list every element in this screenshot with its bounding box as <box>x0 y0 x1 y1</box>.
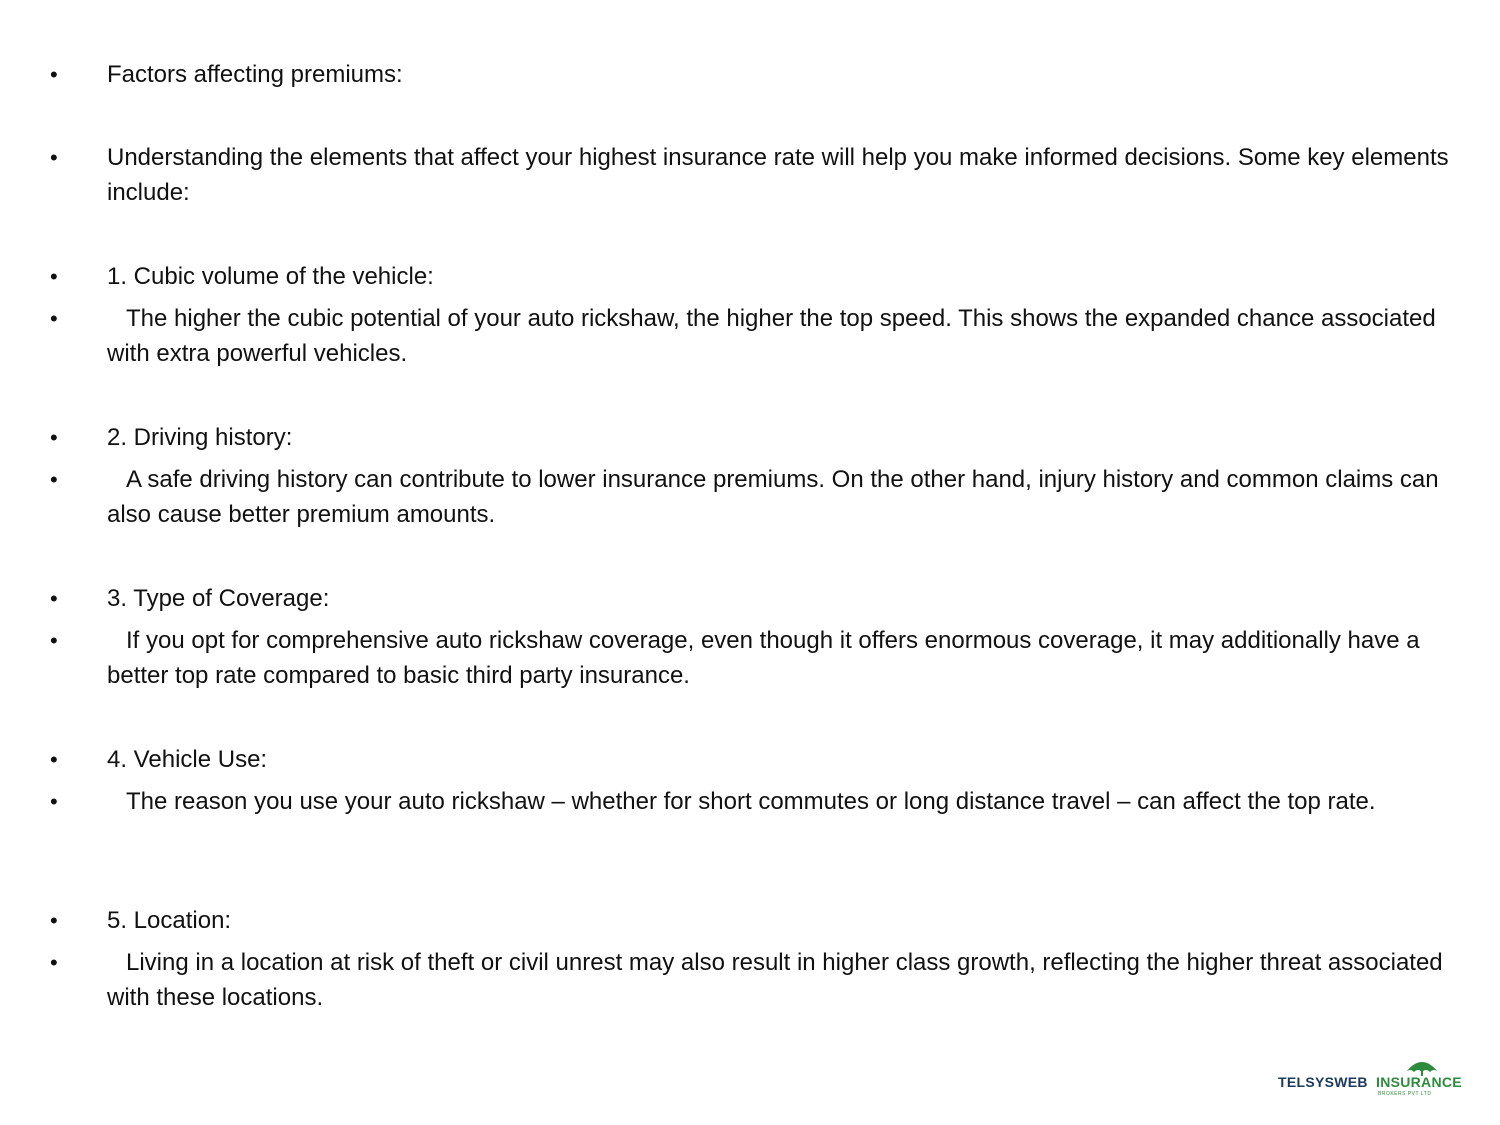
bullet-text-content: A safe driving history can contribute to lower insurance premiums. On the other hand, injury history and common claims can also cause better premium amounts. <box>107 466 1439 528</box>
bullet-text <box>107 301 1457 371</box>
bullet-text: 3. Type of Coverage: <box>107 585 330 612</box>
bullet-text <box>107 945 1457 1015</box>
bullet-text <box>107 623 1457 693</box>
bullet-dot: • <box>50 950 58 975</box>
bullet-dot: • <box>50 908 58 933</box>
logo-subtitle: BROKERS PVT LTD <box>1378 1091 1432 1097</box>
bullet-text: 4. Vehicle Use: <box>107 746 268 773</box>
bullet-text <box>107 462 1457 532</box>
logo-word-right: INSURANCE <box>1376 1074 1462 1090</box>
company-logo <box>1276 1058 1470 1098</box>
bullet-dot: • <box>50 145 58 170</box>
bullet-text-content: The reason you use your auto rickshaw – whether for short commutes or long distance travel – can affect the top rate. <box>126 788 1376 815</box>
bullet-text-content: If you opt for comprehensive auto rickshaw coverage, even though it offers enormous coverage, it may additionally have a better top rate compared to basic third party insurance. <box>107 627 1420 689</box>
bullet-dot: • <box>50 425 58 450</box>
bullet-text-content: Living in a location at risk of theft or civil unrest may also result in higher class growth, reflecting the higher threat associated with these locations. <box>107 949 1443 1011</box>
bullet-text <box>107 784 1457 819</box>
bullet-dot: • <box>50 306 58 331</box>
bullet-text: 5. Location: <box>107 907 232 934</box>
bullet-dot: • <box>50 62 58 87</box>
bullet-text-content: The higher the cubic potential of your auto rickshaw, the higher the top speed. This shows the expanded chance associated with extra powerful vehicles. <box>107 305 1436 367</box>
bullet-text: Factors affecting premiums: <box>107 61 403 88</box>
bullet-dot: • <box>50 628 58 653</box>
bullet-dot: • <box>50 586 58 611</box>
bullet-dot: • <box>50 747 58 772</box>
bullet-text: 2. Driving history: <box>107 424 293 451</box>
bullet-dot: • <box>50 264 58 289</box>
bullet-dot: • <box>50 789 58 814</box>
bullet-text: Understanding the elements that affect your highest insurance rate will help you make informed decisions. Some key elements include: <box>107 144 1449 206</box>
bullet-text: 1. Cubic volume of the vehicle: <box>107 263 434 290</box>
logo-word-left: TELSYSWEB <box>1278 1074 1368 1090</box>
bullet-dot: • <box>50 467 58 492</box>
